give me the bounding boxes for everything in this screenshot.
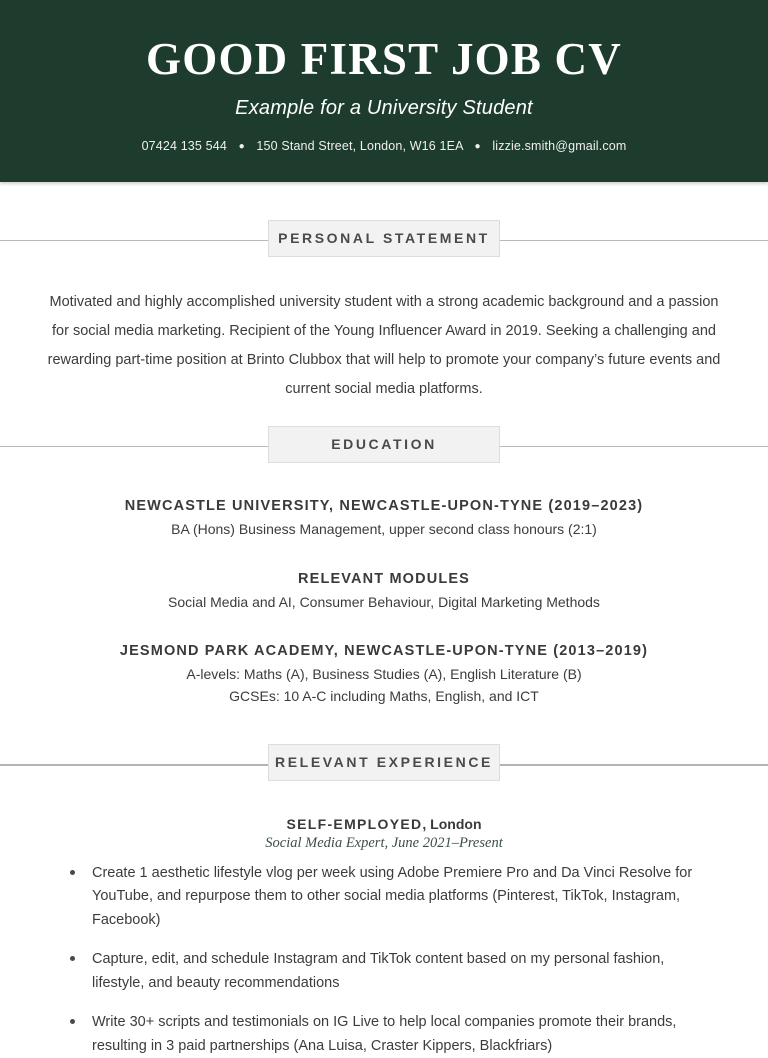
bullet-dot-icon bbox=[70, 1019, 75, 1024]
education-entry-heading: JESMOND PARK ACADEMY, NEWCASTLE-UPON-TYNE (2013–2019) bbox=[119, 643, 649, 660]
section-header-relevant-experience bbox=[0, 744, 768, 786]
section-header-personal-statement bbox=[0, 220, 768, 262]
section-label-relevant-experience: RELEVANT EXPERIENCE bbox=[268, 744, 500, 781]
experience-employer-name: SELF-EMPLOYED bbox=[286, 815, 423, 832]
experience-employer-location: , London bbox=[422, 815, 482, 832]
education-entry bbox=[0, 643, 768, 707]
page-subtitle: Example for a University Student bbox=[235, 97, 533, 120]
list-item-text: Write 30+ scripts and testimonials on IG Live to help local companies promote their brands, resulting in 3 paid partnerships (Ana Luisa, Craster Kippers, Blackfriars) bbox=[92, 1014, 677, 1054]
experience-employer bbox=[0, 816, 768, 832]
cv-header-banner bbox=[0, 0, 768, 182]
bullet-dot-icon bbox=[70, 956, 75, 961]
education-entry-heading: RELEVANT MODULES bbox=[298, 570, 470, 587]
education-entry bbox=[0, 498, 768, 541]
education-entry bbox=[0, 571, 768, 614]
bullet-dot-icon bbox=[70, 870, 75, 875]
education-entry-heading: NEWCASTLE UNIVERSITY, NEWCASTLE-UPON-TYNE (2019–2023) bbox=[124, 498, 644, 514]
page-title: GOOD FIRST JOB CV bbox=[146, 34, 622, 84]
experience-role-and-dates: Social Media Expert, June 2021–Present bbox=[265, 834, 503, 851]
list-item-text: Capture, edit, and schedule Instagram and TikTok content based on my personal fashion, lifestyle, and beauty recommendations bbox=[92, 951, 665, 991]
list-item bbox=[56, 948, 712, 995]
contact-email: lizzie.smith@gmail.com bbox=[492, 139, 627, 154]
section-header-education bbox=[0, 426, 768, 468]
contact-line bbox=[0, 139, 768, 153]
section-label-personal-statement: PERSONAL STATEMENT bbox=[268, 220, 500, 257]
education-entry-detail: A-levels: Maths (A), Business Studies (A), English Literature (B) bbox=[186, 666, 582, 683]
experience-entry-header bbox=[0, 816, 768, 852]
contact-separator-icon: ● bbox=[474, 141, 481, 153]
list-item bbox=[56, 862, 712, 932]
contact-separator-icon: ● bbox=[238, 141, 245, 153]
education-entry-detail: Social Media and AI, Consumer Behaviour, Digital Marketing Methods bbox=[168, 593, 600, 610]
education-entry-detail: GCSEs: 10 A-C including Maths, English, and ICT bbox=[229, 688, 539, 705]
personal-statement-body: Motivated and highly accomplished university student with a strong academic background and a passion for social media marketing. Recipient of the Young Influencer Award in 2019. Seeking a challenging and rewarding part-time position at Brinto Clubbox that will help to promote your company’s future events and current social media platforms. bbox=[47, 294, 721, 397]
contact-address: 150 Stand Street, London, W16 1EA bbox=[256, 139, 463, 154]
education-entry-detail: BA (Hons) Business Management, upper second class honours (2:1) bbox=[171, 521, 597, 537]
list-item-text: Create 1 aesthetic lifestyle vlog per week using Adobe Premiere Pro and Da Vinci Resolve for YouTube, and repurpose them to other social media platforms (Pinterest, TikTok, Instagram, Facebook) bbox=[92, 864, 693, 928]
list-item bbox=[56, 1011, 712, 1058]
contact-phone: 07424 135 544 bbox=[141, 139, 227, 154]
section-label-education: EDUCATION bbox=[268, 426, 500, 463]
experience-bullet-list bbox=[56, 862, 712, 1058]
